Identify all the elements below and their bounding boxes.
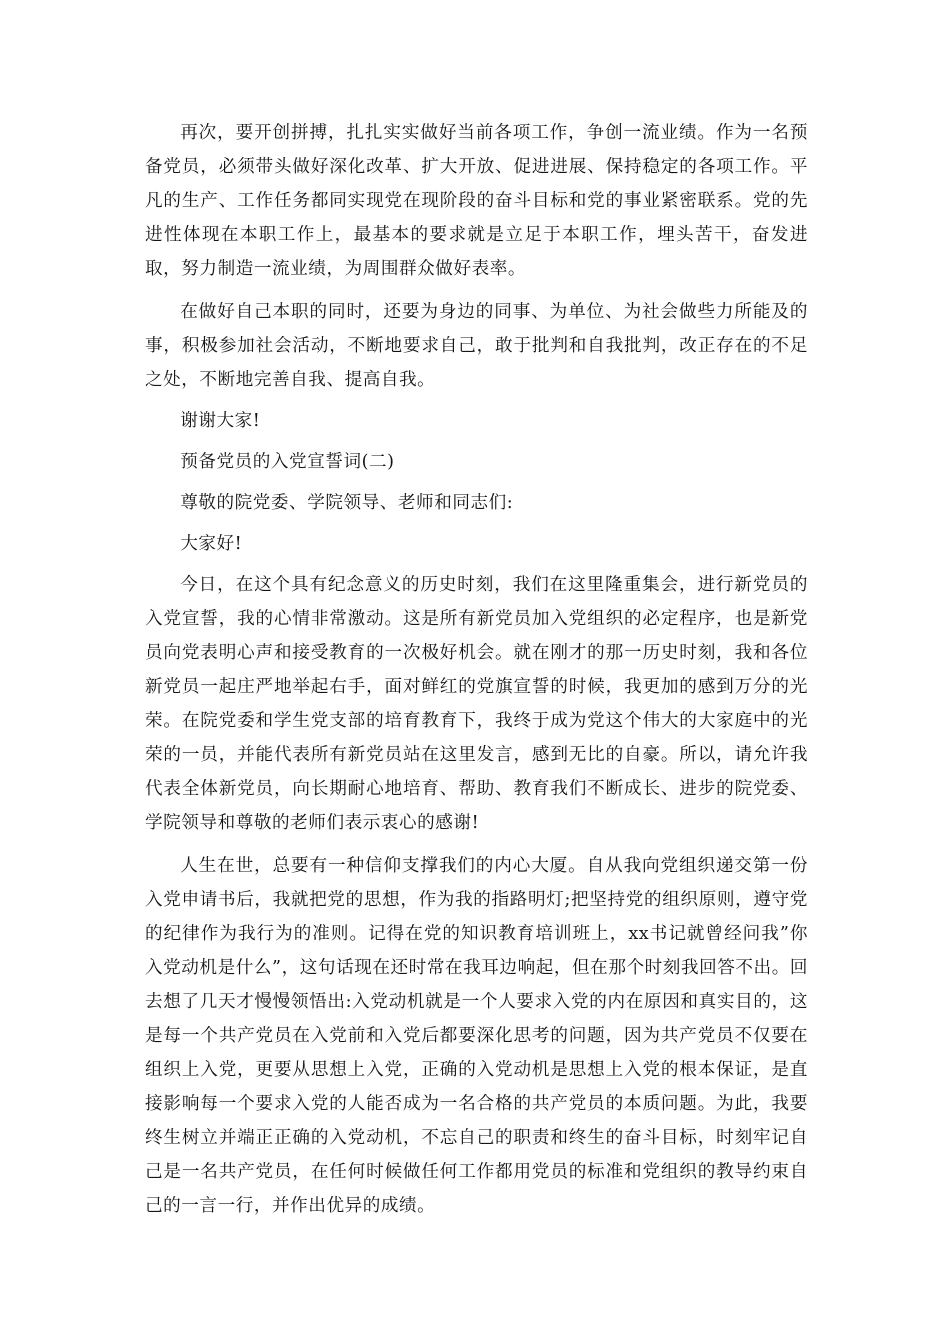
salutation: 尊敬的院党委、学院领导、老师和同志们: (180, 493, 514, 513)
paragraph-oath-ceremony: 今日，在这个具有纪念意义的历史时刻，我们在这里隆重集会，进行新党员的入党宣誓，我的心情非常激动。这是所有新党员加入党组织的必定程序，也是新党员向党表明心声和接受教育的一次极好机会。就在刚才的那一历史时刻，我和各位新党员一起庄严地举起右手，面对鲜红的党旗宣誓的时候，我更加的感到万分的光荣。在院党委和学生党支部的培育教育下，我终于成为党这个伟大的大家庭中的光荣的一员，并能代表所有新党员站在这里发言，感到无比的自豪。所以，请允许我代表全体新党员，向长期耐心地培育、帮助、教育我们不断成长、进步的院党委、学院领导和尊敬的老师们表示衷心的感谢! (145, 575, 808, 833)
paragraph-motivation: 人生在世，总要有一种信仰支撑我们的内心大厦。自从我向党组织递交第一份入党申请书后，我就把党的思想，作为我的指路明灯;把坚持党的组织原则，遵守党的纪律作为我行为的准则。记得在党的知识教育培训班上，xx书记就曾经问我”你入党动机是什么”，这句话现在还时常在我耳边响起，但在那个时刻我回答不出。回去想了几天才慢慢领悟出:入党动机就是一个人要求入党的内在原因和真实目的，这是每一个共产党员在入党前和入党后都要深化思考的问题，因为共产党员不仅要在组织上入党，更要从思想上入党，正确的入党动机是思想上入党的根本保证，是直接影响每一个要求入党的人能否成为一名合格的共产党员的本质问题。为此，我要终生树立并端正正确的入党动机，不忘自己的职责和终生的奋斗目标，时刻牢记自己是一名共产党员，在任何时候做任何工作都用党员的标准和党组织的教导约束自己的一言一行，并作出优异的成绩。 (145, 856, 808, 1216)
greeting: 大家好! (180, 534, 243, 554)
paragraph-striving: 再次，要开创拼搏，扎扎实实做好当前各项工作，争创一流业绩。作为一名预备党员，必须带头做好深化改革、扩大开放、促进进展、保持稳定的各项工作。平凡的生产、工作任务都同实现党在现阶段的奋斗目标和党的事业紧密联系。党的先进性体现在本职工作上，最基本的要求就是立足于本职工作，埋头苦干，奋发进取，努力制造一流业绩，为周围群众做好表率。 (145, 123, 808, 279)
section-heading: 预备党员的入党宣誓词(二) (180, 452, 395, 472)
paragraph-thanks: 谢谢大家! (180, 411, 261, 431)
paragraph-self-improvement: 在做好自己本职的同时，还要为身边的同事、为单位、为社会做些力所能及的事，积极参加社会活动，不断地要求自己，敢于批判和自我批判，改正存在的不足之处，不断地完善自我、提高自我。 (145, 302, 808, 390)
